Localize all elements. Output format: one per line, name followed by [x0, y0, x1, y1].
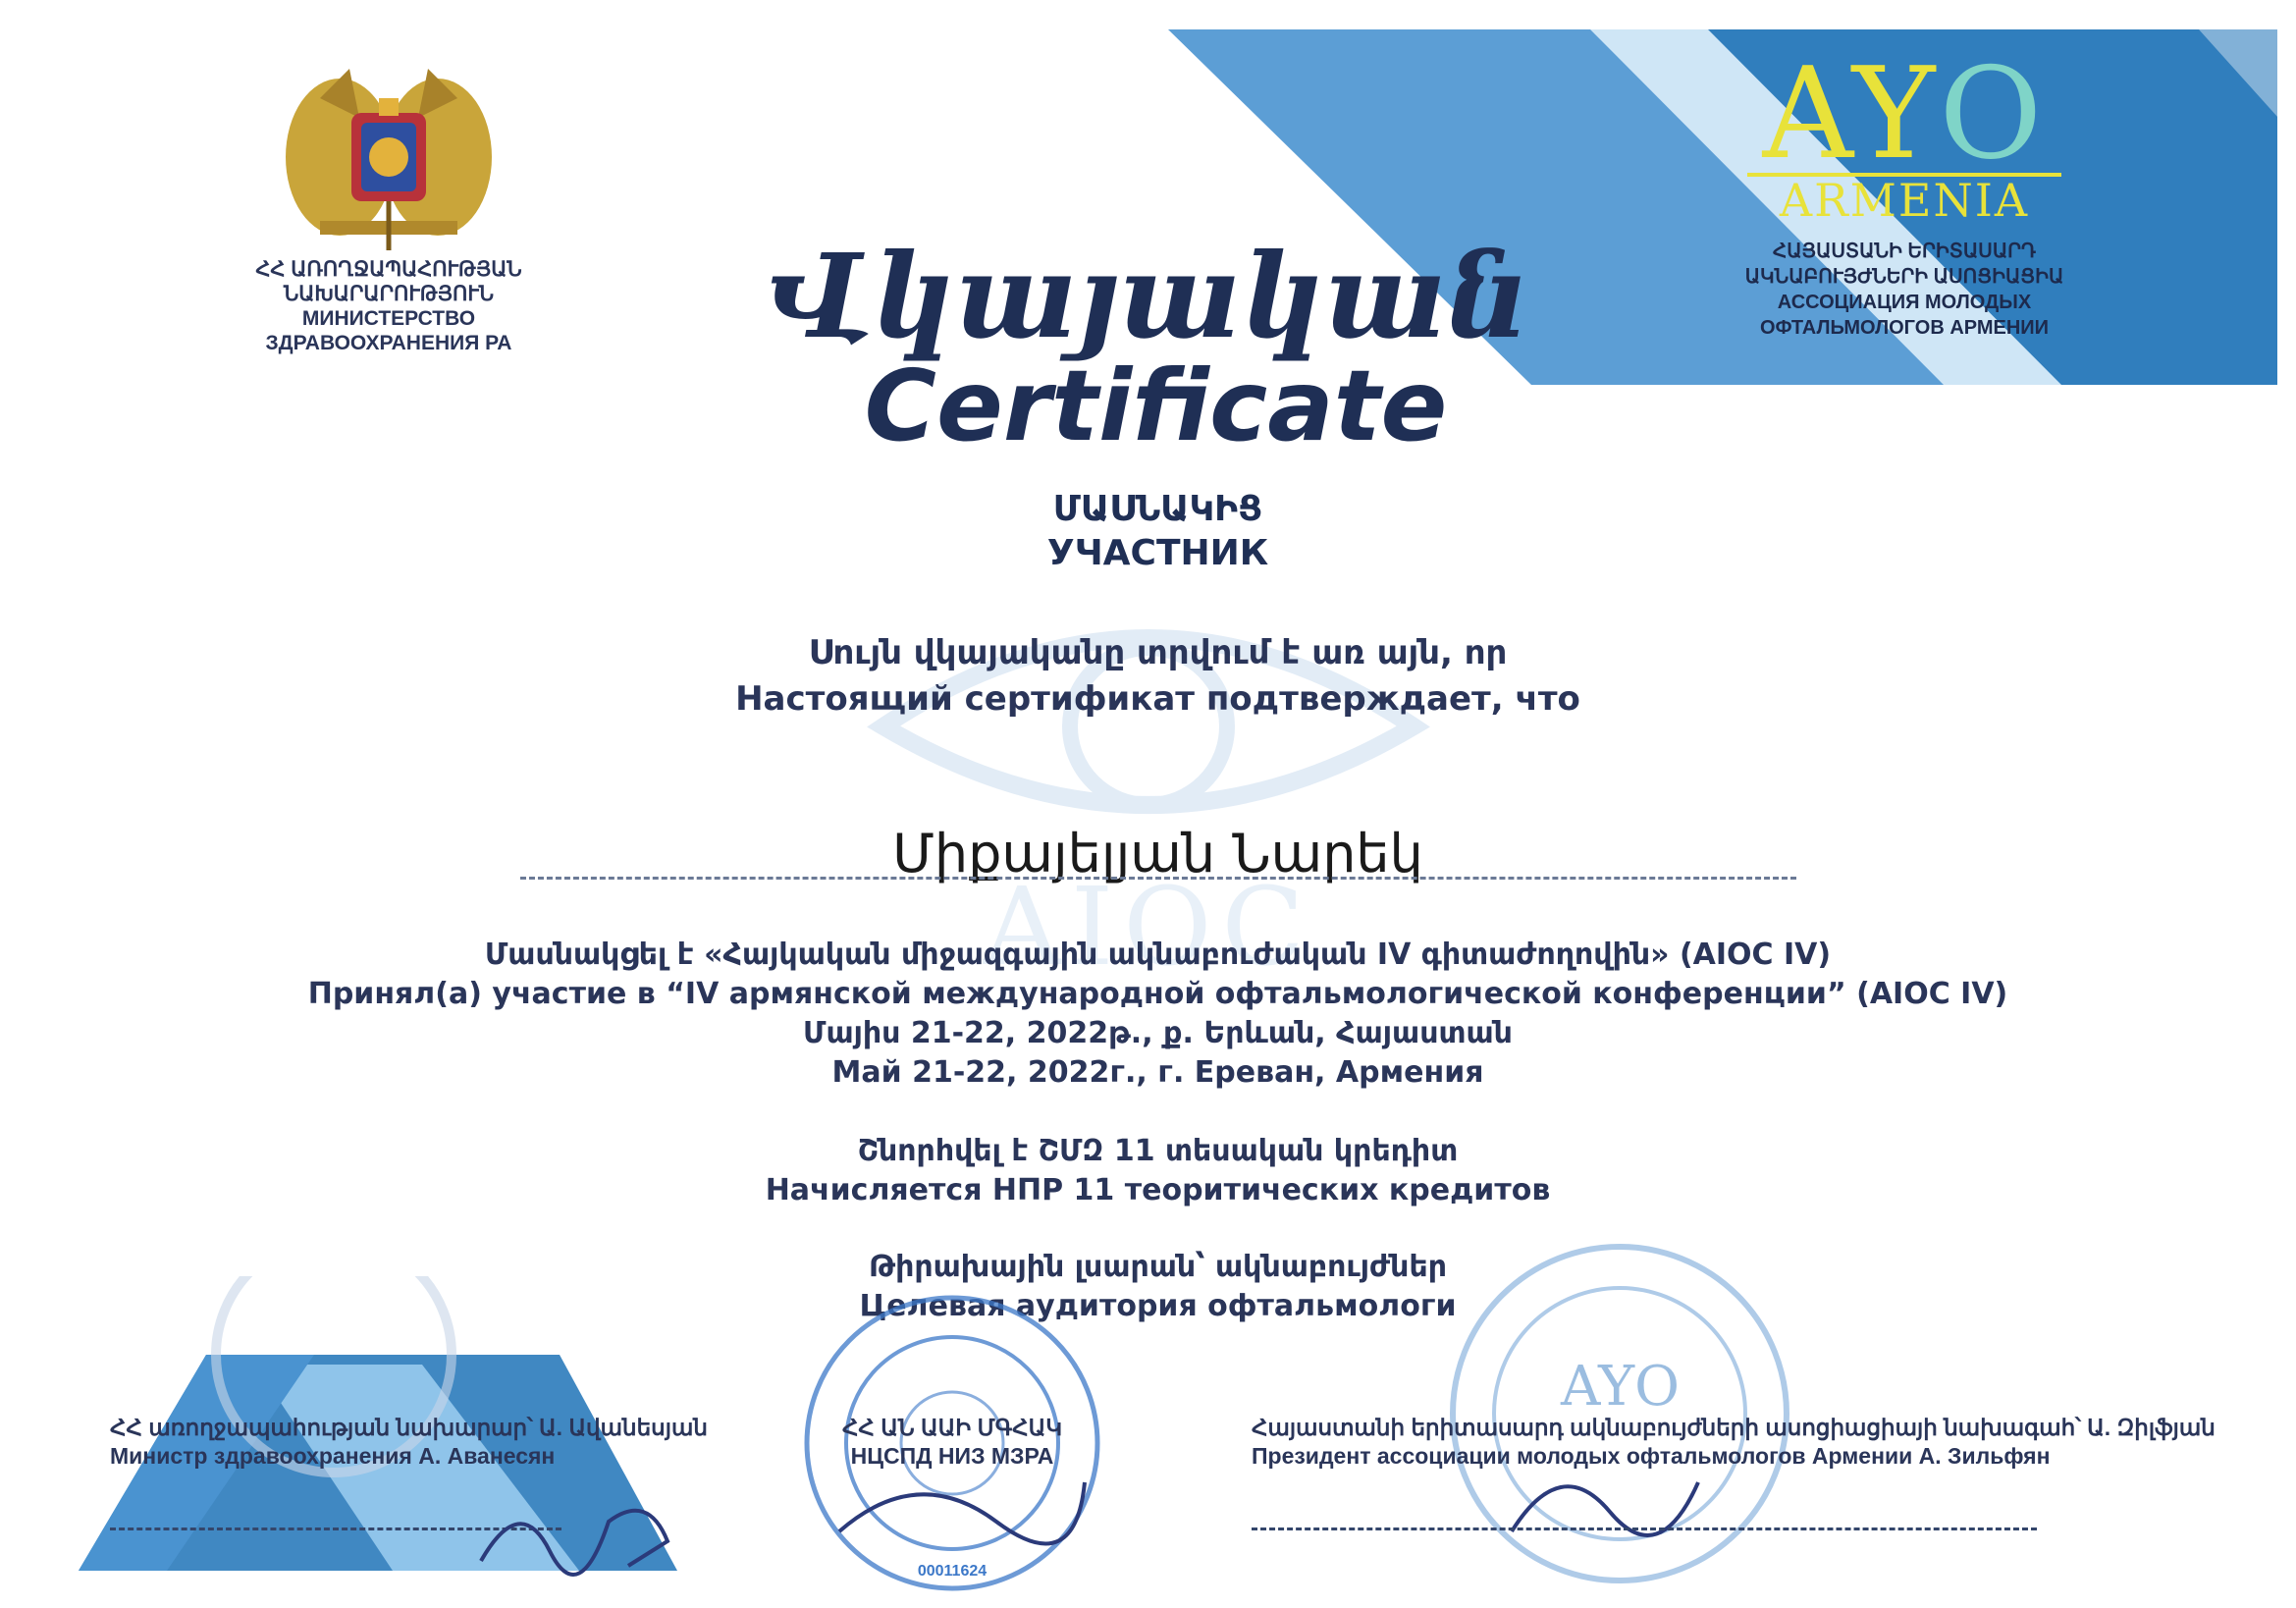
signature-right-line — [1252, 1528, 2037, 1530]
association-line-4: ОФТАЛЬМОЛОГОВ АРМЕНИИ — [1759, 317, 2050, 339]
signature-right-caption — [1252, 1414, 2216, 1471]
coat-of-arms-emblem — [281, 59, 497, 255]
ministry-line-2: ՆԱԽԱՐԱՐՈՒԹՅՈՒՆ — [283, 283, 495, 305]
ayo-logo: AYO ARMENIA — [1737, 57, 2071, 224]
recipient-underline — [520, 877, 1796, 880]
intro-russian: Настоящий сертификат подтверждает, что — [735, 679, 1580, 719]
signature-left-line-1: ՀՀ առողջապահության նախարար՝ Ա. Ավանեսյան — [110, 1415, 708, 1440]
signature-middle-line-2: НЦСПД НИЗ МЗРА — [850, 1443, 1054, 1469]
event-line-2: Принял(а) участие в “IV армянской международной офтальмологической конференции” (AIOC IV) — [307, 977, 2008, 1011]
audience-armenian: Թիրախային լսարան՝ ակնաբույժներ — [869, 1250, 1447, 1284]
credits-armenian: Շնորհվել է ՇՄԶ 11 տեսական կրեդիտ — [857, 1134, 1459, 1168]
signature-left-caption — [110, 1414, 708, 1471]
role-armenian: ՄԱՍՆԱԿԻՑ — [1052, 489, 1263, 529]
stamp-center-number: 00011624 — [917, 1563, 988, 1580]
title-english: Certificate — [864, 348, 1448, 463]
ministry-line-4: ЗДРАВООХРАНЕНИЯ РА — [265, 332, 512, 354]
event-date-armenian: Մայիս 21-22, 2022թ., ք. Երևան, Հայաստան — [803, 1016, 1513, 1050]
signature-middle-line-1: ՀՀ ԱՆ ԱԱԻ ՄԳՀԱԿ — [841, 1415, 1063, 1440]
ayo-logo-o: O — [1939, 41, 2047, 188]
signature-left-line-2: Министр здравоохранения А. Аванесян — [110, 1443, 556, 1469]
association-line-1: ՀԱՅԱՍՏԱՆԻ ԵՐԻՏԱՍԱՐԴ — [1772, 241, 2037, 262]
association-line-3: АССОЦИАЦИЯ МОЛОДЫХ — [1777, 292, 2032, 313]
signature-middle-caption — [780, 1414, 1124, 1471]
event-date-russian: Май 21-22, 2022г., г. Ереван, Армения — [831, 1055, 1484, 1090]
aioc-watermark: AIOC — [983, 864, 1314, 990]
signature-left-scribble — [461, 1473, 687, 1581]
ministry-line-1: ՀՀ ԱՌՈՂՋԱՊԱՀՈՒԹՅԱՆ — [255, 258, 522, 281]
intro-armenian: Սույն վկայականը տրվում է առ այն, որ — [808, 633, 1508, 672]
signature-right-line-1: Հայաստանի երիտասարդ ակնաբույժների ասոցիացիայի նախագահ՝ Ա. Զիլֆյան — [1252, 1415, 2216, 1440]
recipient-name: Միքայելյան Նարեկ — [892, 823, 1423, 884]
credits-russian: Начисляется НПР 11 теоритических кредитов — [765, 1173, 1551, 1207]
role-russian: УЧАСТНИК — [1046, 533, 1269, 573]
association-line-2: ԱԿՆԱԲՈՒՅԺՆԵՐԻ ԱՍՈՑԻԱՑԻԱ — [1744, 266, 2064, 288]
signature-right-line-2: Президент ассоциации молодых офтальмологов Армении А. Зильфян — [1252, 1443, 2051, 1469]
audience-russian: Целевая аудитория офтальмологи — [859, 1289, 1457, 1323]
title-armenian: Վկայական — [766, 228, 1530, 364]
stamp-right-label: AYO — [1561, 1355, 1681, 1419]
ministry-line-3: МИНИСТЕРСТВО — [301, 307, 476, 330]
event-line-1: Մասնակցել է «Հայկական միջազգային ակնաբուժական IV գիտաժողովին» (AIOC IV) — [484, 938, 1832, 972]
